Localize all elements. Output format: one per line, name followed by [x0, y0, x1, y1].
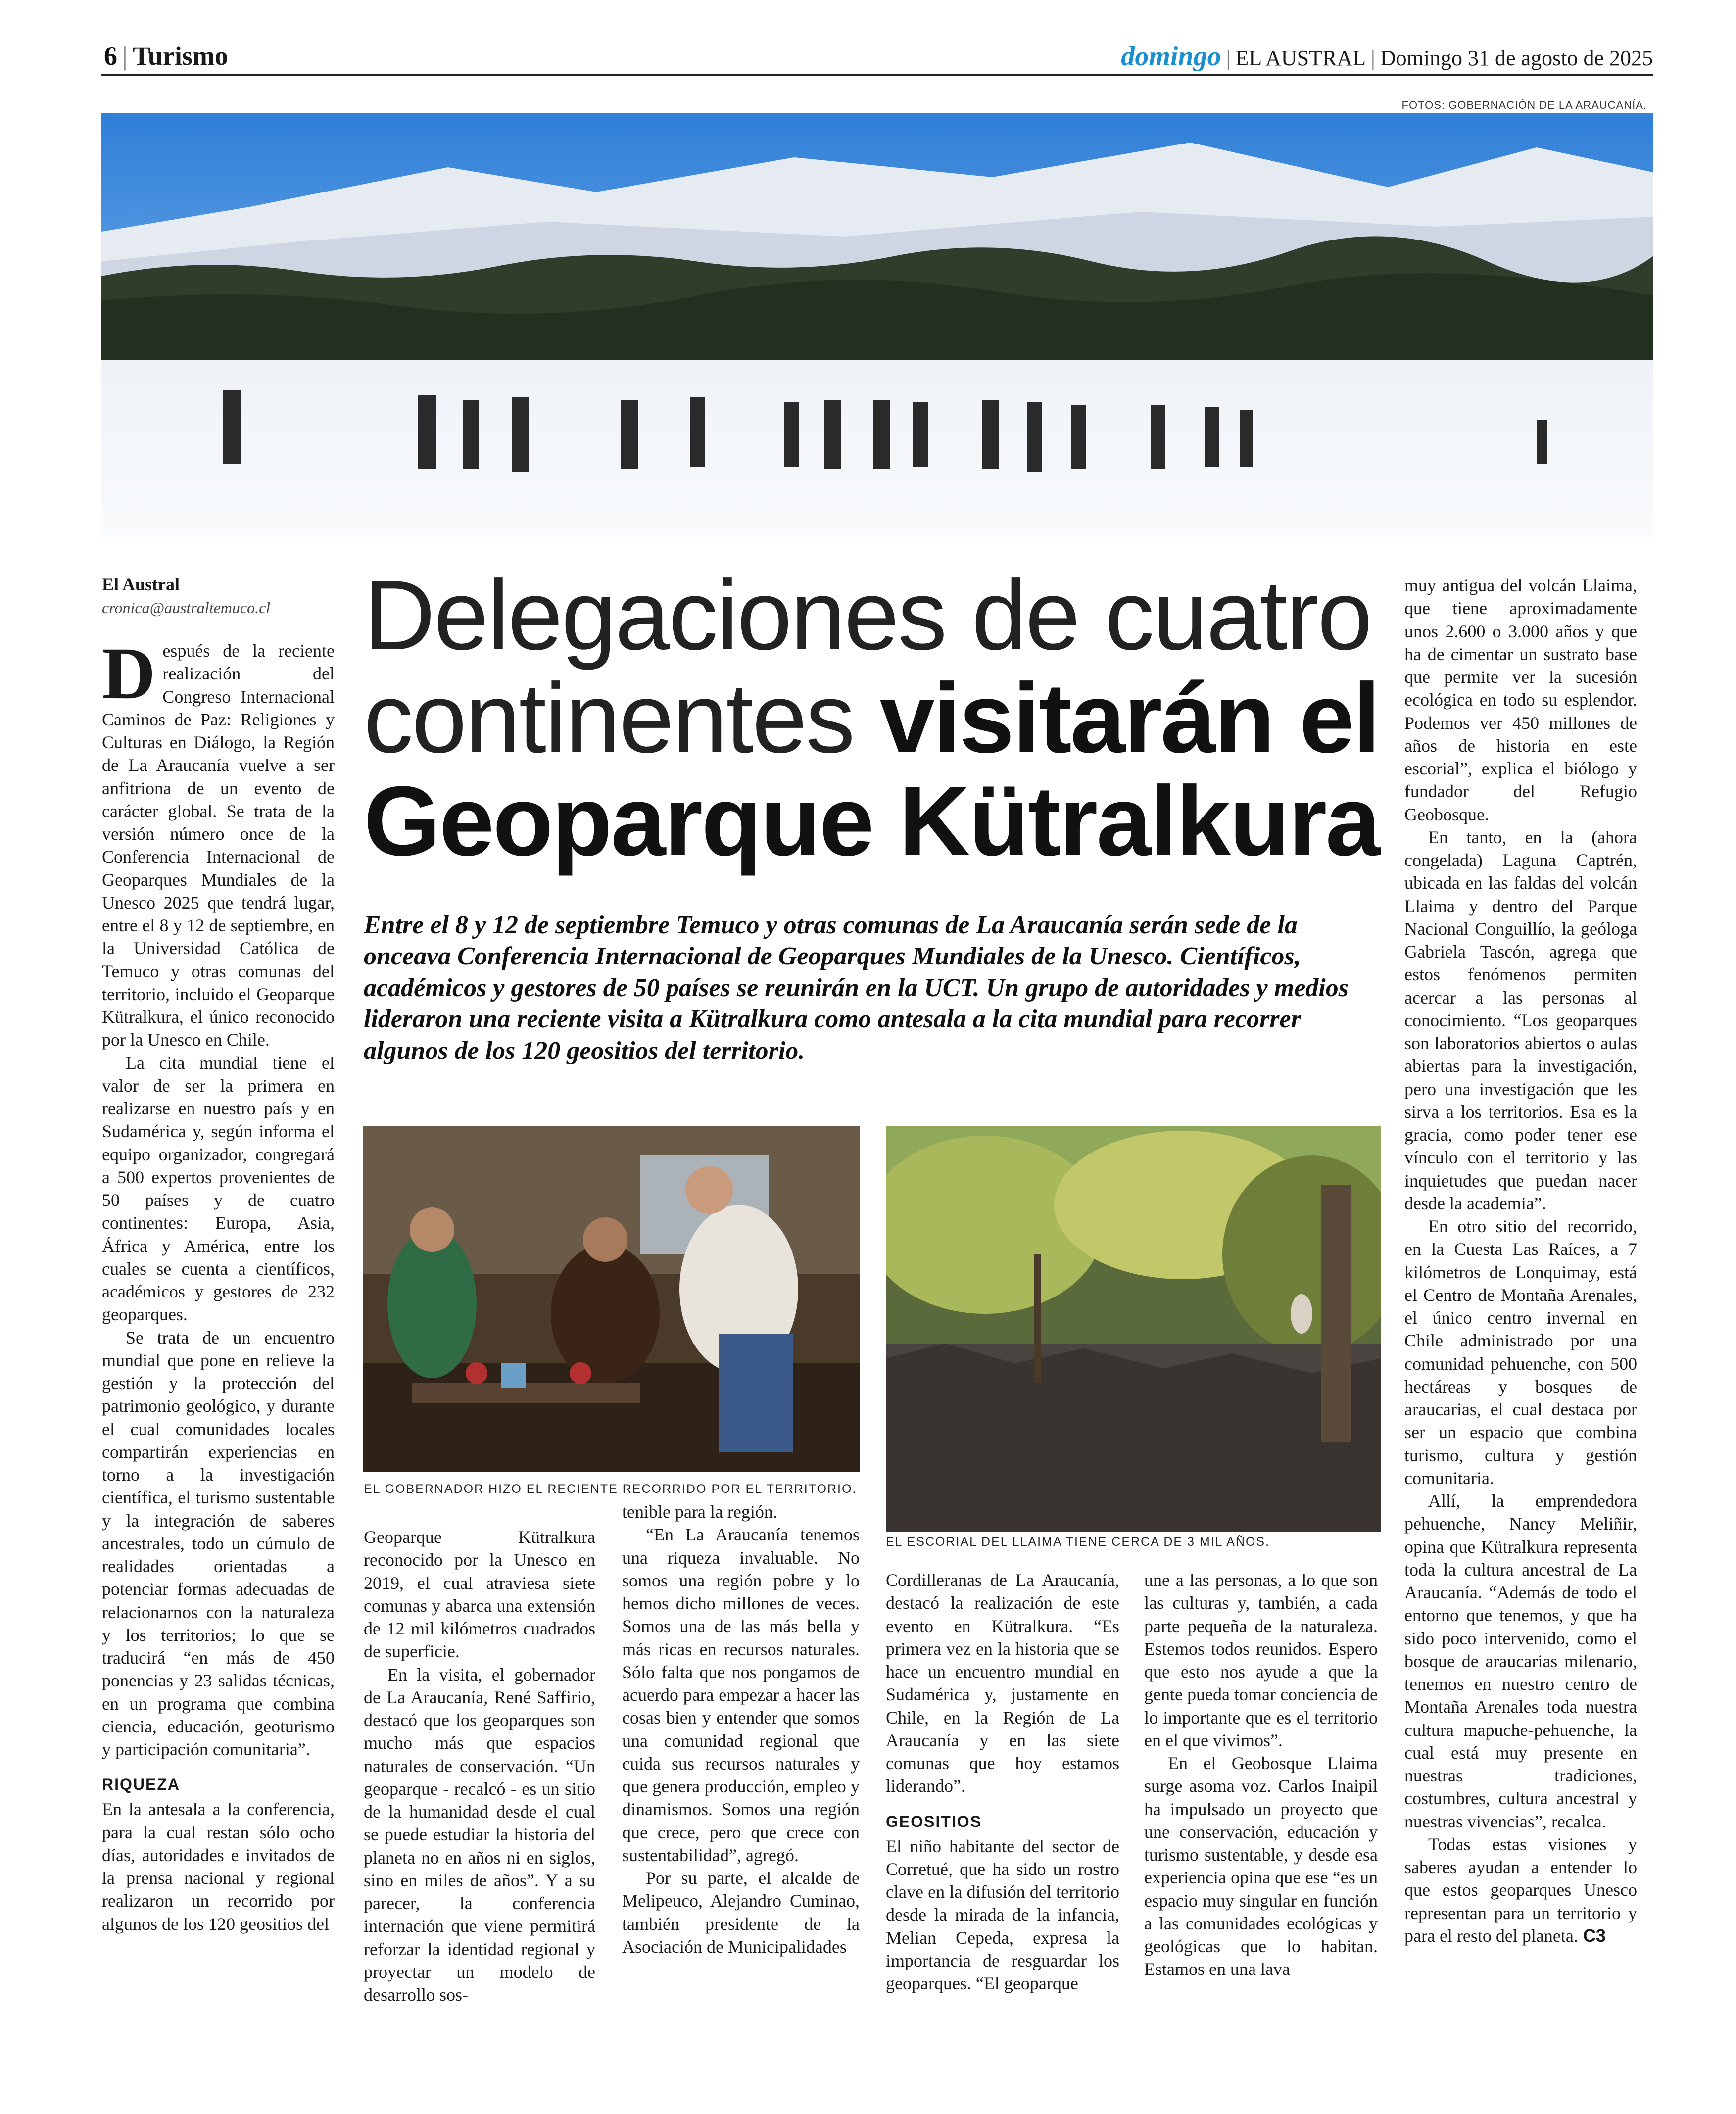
- drop-cap: D: [102, 632, 156, 715]
- photo-escorial-llaima: [886, 1126, 1381, 1532]
- byline-author: El Austral: [102, 575, 180, 594]
- paragraph: Cordilleranas de La Araucanía, destacó la realización de este evento en Kütralkura. “Es primera vez en la historia que se hace un encuentro mundial en Sudamérica y, justamente en Chile, en la Región de La Araucanía y en las siete comunas que hoy estamos liderando”.: [886, 1570, 1119, 1796]
- paragraph: En la visita, el gobernador de La Araucanía, René Saffirio, destacó que los geoparques son mucho más que espacios naturales de conservación. “Un geoparque - recalcó - es un sitio de la humanidad desde el cual se puede estudiar la historia del planeta no en años ni en siglos, sino en miles de años”. Y a su parecer, la conferencia internación que viene permitirá reforzar la identidad regional y proyectar un modelo de desarrollo sos-: [364, 1664, 595, 2005]
- page-header-left: 6 | Turismo: [104, 41, 228, 71]
- newspaper-name: EL AUSTRAL: [1235, 46, 1366, 70]
- caption-left: EL GOBERNADOR HIZO EL RECIENTE RECORRIDO POR EL TERRITORIO.: [364, 1482, 857, 1496]
- header-rule: [101, 74, 1653, 76]
- photo-escorial-illustration: [886, 1126, 1381, 1532]
- paragraph: une a las personas, a lo que son las culturas y, también, a cada parte pequeña de la naturaleza. Estemos todos reunidos. Espero que esto nos ayude a que la gente pueda tomar conciencia de lo importante que es el territorio en el que vivimos”.: [1144, 1570, 1378, 1750]
- paragraph: Se trata de un encuentro mundial que pone en relieve la gestión y la protección del patrimonio geológico, y durante el cual comunidades locales compartirán experiencias en torno a la investigación científica, el turismo sustentable y la integración de saberes ancestrales, todo un cúmulo de realidades orientadas a potenciar formas adecuadas de relacionarnos con la naturaleza y los territorios; lo que se traducirá “en más de 450 ponencias y 23 salidas técnicas, en un programa que combina ciencia, educación, geoturismo y participación comunitaria”.: [102, 1327, 335, 1759]
- paragraph: La cita mundial tiene el valor de ser la primera en realizarse en nuestro país y en Sudamérica y, según informa el equipo organizador, congregará a 500 expertos provenientes de 50 países y de cuatro continentes: Europa, Asia, África y América, entre los cuales se cuenta a científicos, académicos y gestores de 232 geoparques.: [102, 1053, 335, 1325]
- caption-right: EL ESCORIAL DEL LLAIMA TIENE CERCA DE 3 MIL AÑOS.: [886, 1535, 1270, 1549]
- paragraph: muy antigua del volcán Llaima, que tiene aproximadamente unos 2.600 o 3.000 años y que ha de cimentar un sustrato base que permite ver la sucesión ecológica en todo su esplendor. Podemos ver 450 millones de años de historia en este escorial”, explica el biólogo y fundador del Refugio Geobosque.: [1404, 576, 1637, 824]
- issue-date: Domingo 31 de agosto de 2025: [1380, 46, 1653, 70]
- column-4: [886, 1569, 1119, 1995]
- lead-paragraph: Entre el 8 y 12 de septiembre Temuco y otras comunas de La Araucanía serán sede de la onceava Conferencia Internacional de Geoparques Mundiales de la Unesco. Científicos, académicos y gestores de 50 países se reunirán en la UCT. Un grupo de autoridades y medios lideraron una reciente visita a Kütralkura como antesala a la cita mundial para recorrer algunos de los 120 geositios del territorio.: [364, 911, 1349, 1065]
- paragraph: En tanto, en la (ahora congelada) Laguna Captrén, ubicada en las faldas del volcán Llaima y dentro del Parque Nacional Conguillío, la geóloga Gabriela Tascón, agrega que estos fenómenos permiten acercar a las personas al conocimiento. “Los geoparques son laboratorios abiertos o aulas abiertas para la investigación, pero una investigación que les sirva a los territorios. Esa es la gracia, como poder tener ese vínculo con el territorio y las inquietudes que puedan nacer desde la academia”.: [1404, 827, 1637, 1213]
- paragraph: tenible para la región.: [622, 1502, 777, 1522]
- subheading-geositios: GEOSITIOS: [886, 1812, 982, 1830]
- paragraph: Allí, la emprendedora pehuenche, Nancy Meliñir, opina que Kütralkura representa toda la cultura ancestral de La Araucanía. “Además de todo el entorno que tenemos, y que ha sido poco intervenido, como el bosque de araucarias milenario, tenemos en nuestro centro de Montaña Arenales toda nuestra cultura mapuche-pehuenche, la cual está muy presente en nuestras tradiciones, costumbres, cultura ancestral y nuestras vivencias”, recalca.: [1404, 1491, 1637, 1831]
- column-6: [1404, 574, 1637, 1947]
- paragraph: En otro sitio del recorrido, en la Cuesta Las Raíces, a 7 kilómetros de Lonquimay, está el Centro de Montaña Arenales, el único centro invernal en Chile administrado por una comunidad pehuenche, con 500 hectáreas y bosques de araucarias, el cual destaca por ser un espacio que combina turismo, cultura y gestión comunitaria.: [1404, 1216, 1637, 1488]
- paragraph: En la antesala a la conferencia, para la cual restan sólo ocho días, autoridades e invitados de la prensa nacional y regional realizaron un recorrido por algunos de los 120 geositios del: [102, 1799, 335, 1934]
- photo-credit: FOTOS: GOBERNACIÓN DE LA ARAUCANÍA.: [1401, 99, 1647, 111]
- paragraph: “En La Araucanía tenemos una riqueza invaluable. No somos una región pobre y lo hemos dicho millones de veces. Somos una de las más bella y más ricas en recursos naturales. Sólo falta que nos pongamos de acuerdo para empezar a hacer las cosas bien y entender que somos una comunidad regional que cuida sus recursos naturales y que genera producción, empleo y dinamismos. Somos una región que crece, pero que crece con sustentabilidad”, agregó.: [622, 1525, 860, 1865]
- supplement-name: domingo: [1121, 41, 1221, 72]
- paragraph: Por su parte, el alcalde de Melipeuco, Alejandro Cuminao, también presidente de la Asociación de Municipalidades: [622, 1868, 860, 1957]
- paragraph: El niño habitante del sector de Corretué, que ha sido un rostro clave en la difusión del territorio desde la mirada de la infancia, Melian Cepeda, expresa la importancia de resguardar los geoparques. “El geoparque: [886, 1836, 1119, 1994]
- page-number: 6: [104, 41, 117, 71]
- headline-light: Delegaciones de cuatro continentes: [364, 560, 1371, 773]
- hero-photo: [101, 113, 1653, 537]
- photo-governor-visit: [363, 1126, 860, 1472]
- column-3: [622, 1500, 860, 1958]
- column-5: [1144, 1569, 1378, 1981]
- headline: [364, 560, 1418, 876]
- paragraph: Después de la reciente realización del Congreso Internacional Caminos de Paz: Religiones y Culturas en Diálogo, la Región de La Araucanía vuelve a ser anfitriona de un evento de carácter global. Se trata de la versión número once de la Conferencia Internacional de Geoparques Mundiales de la Unesco 2025 que tendrá lugar, entre el 8 y 12 de septiembre, en la Universidad Católica de Temuco y otras comunas del territorio, incluido el Geoparque Kütralkura, el único reconocido por la Unesco en Chile.: [102, 632, 335, 1050]
- byline-email: cronica@australtemuco.cl: [102, 599, 271, 617]
- column-2: [364, 1526, 595, 2006]
- column-1: [102, 632, 335, 1935]
- hero-photo-illustration: [101, 113, 1653, 537]
- photo-governor-illustration: [363, 1126, 860, 1472]
- paragraph: Todas estas visiones y saberes ayudan a entender lo que estos geoparques Unesco representan para un territorio y para el resto del planeta. C3: [1404, 1834, 1637, 1946]
- paragraph: En el Geobosque Llaima surge asoma voz. Carlos Inaipil ha impulsado un proyecto que une conservación, educación y turismo sustentable, y desde esa experiencia opina que ese “es un espacio muy singular en función a las comunidades ecológicas y geológicas que lo habitan. Estamos en una lava: [1144, 1753, 1378, 1979]
- subheading-riqueza: RIQUEZA: [102, 1776, 180, 1794]
- section-name: Turismo: [132, 41, 228, 71]
- page-header-right: domingo | EL AUSTRAL | Domingo 31 de agosto de 2025: [1121, 41, 1653, 72]
- end-mark: C3: [1583, 1925, 1606, 1946]
- paragraph: Geoparque Kütralkura reconocido por la Unesco en 2019, el cual atraviesa siete comunas y abarca una extensión de 12 mil kilómetros cuadrados de superficie.: [364, 1527, 595, 1662]
- headline-bold: visitarán el Geoparque Kütralkura: [364, 663, 1379, 876]
